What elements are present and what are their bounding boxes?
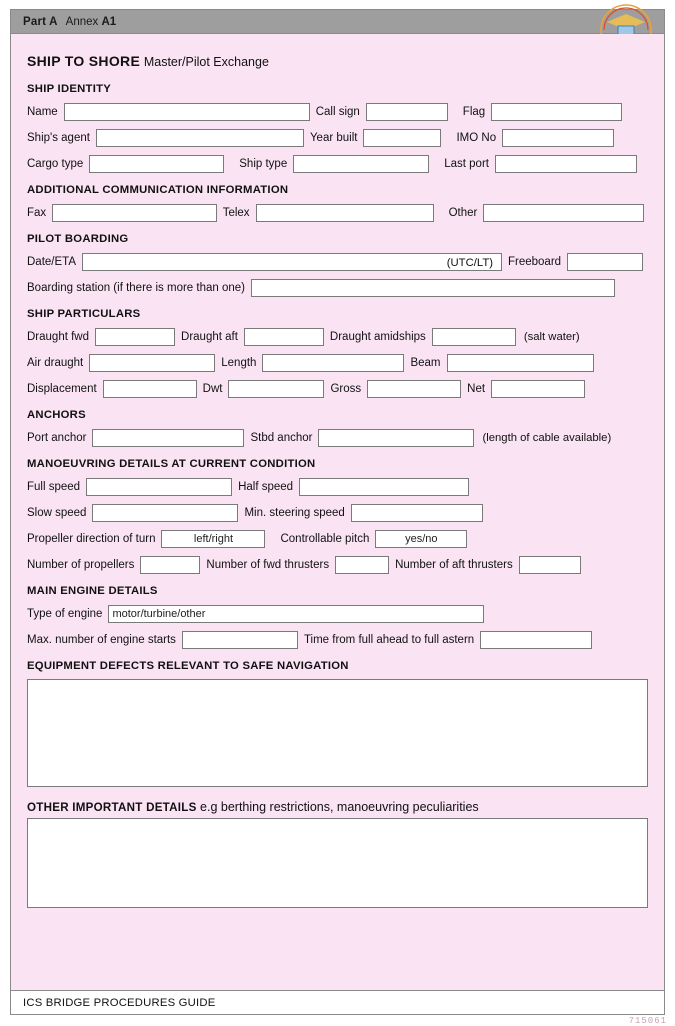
- label-fax: Fax: [27, 206, 47, 219]
- label-telex: Telex: [222, 206, 250, 219]
- input-max-engine-starts[interactable]: [182, 631, 298, 649]
- label-propeller-direction: Propeller direction of turn: [27, 532, 156, 545]
- label-draught-aft: Draught aft: [181, 330, 238, 343]
- other-details-subtitle: e.g berthing restrictions, manoeuvring peculiarities: [200, 800, 479, 814]
- label-half-speed: Half speed: [238, 480, 294, 493]
- note-cable-available: (length of cable available): [482, 431, 612, 444]
- form-body: [11, 34, 664, 992]
- annex-number: A1: [101, 15, 117, 28]
- input-fax[interactable]: [52, 204, 217, 222]
- label-type-of-engine: Type of engine: [27, 607, 103, 620]
- label-air-draught: Air draught: [27, 356, 84, 369]
- label-beam: Beam: [410, 356, 441, 369]
- label-ship-type: Ship type: [239, 157, 288, 170]
- row-type-of-engine: [27, 604, 650, 623]
- input-stbd-anchor[interactable]: [318, 429, 474, 447]
- annex-label: [66, 16, 117, 28]
- input-name[interactable]: [64, 103, 310, 121]
- label-draught-amidships: Draught amidships: [329, 330, 426, 343]
- page-header: [11, 10, 664, 34]
- input-beam[interactable]: [447, 354, 594, 372]
- row-fax-telex-other: [27, 203, 650, 222]
- input-air-draught[interactable]: [89, 354, 215, 372]
- label-slow-speed: Slow speed: [27, 506, 87, 519]
- label-controllable-pitch: Controllable pitch: [280, 532, 370, 545]
- label-length: Length: [221, 356, 257, 369]
- row-date-eta-freeboard: [27, 252, 650, 271]
- input-controllable-pitch[interactable]: yes/no: [375, 530, 467, 548]
- label-name: Name: [27, 105, 58, 118]
- input-year-built[interactable]: [363, 129, 441, 147]
- input-propeller-direction[interactable]: left/right: [161, 530, 265, 548]
- row-propeller-pitch: [27, 529, 650, 548]
- row-cargo-shiptype-lastport: [27, 154, 650, 173]
- input-boarding-station[interactable]: [251, 279, 615, 297]
- label-ships-agent: Ship's agent: [27, 131, 90, 144]
- form-page: [10, 9, 665, 1015]
- label-date-eta: Date/ETA: [27, 255, 76, 268]
- part-label: Part A: [23, 15, 58, 28]
- input-min-steering-speed[interactable]: [351, 504, 483, 522]
- input-slow-speed[interactable]: [92, 504, 238, 522]
- label-freeboard: Freeboard: [508, 255, 562, 268]
- input-aft-thrusters[interactable]: [519, 556, 581, 574]
- input-equipment-defects[interactable]: [27, 679, 648, 787]
- label-port-anchor: Port anchor: [27, 431, 87, 444]
- label-net: Net: [467, 382, 486, 395]
- label-aft-thrusters: Number of aft thrusters: [395, 558, 513, 571]
- page-title-sub: Master/Pilot Exchange: [143, 55, 269, 69]
- label-year-built: Year built: [309, 131, 358, 144]
- label-boarding-station: Boarding station (if there is more than one): [27, 281, 245, 294]
- input-fwd-thrusters[interactable]: [335, 556, 389, 574]
- input-last-port[interactable]: [495, 155, 637, 173]
- input-net[interactable]: [491, 380, 585, 398]
- other-details-title: OTHER IMPORTANT DETAILS: [27, 801, 197, 814]
- label-call-sign: Call sign: [315, 105, 360, 118]
- label-utc-lt: (UTC/LT): [446, 256, 493, 269]
- stamp-number: 715061: [628, 1016, 667, 1026]
- label-last-port: Last port: [444, 157, 489, 170]
- section-main-engine-heading: MAIN ENGINE DETAILS: [27, 585, 158, 597]
- input-imo-no[interactable]: [502, 129, 614, 147]
- input-length[interactable]: [262, 354, 404, 372]
- input-ship-type[interactable]: [293, 155, 429, 173]
- input-ships-agent[interactable]: [96, 129, 304, 147]
- row-displacement-dwt-gross-net: [27, 379, 650, 398]
- annex-prefix: Annex: [65, 15, 99, 28]
- input-displacement[interactable]: [103, 380, 197, 398]
- row-slow-minsteering: [27, 503, 650, 522]
- input-draught-amidships[interactable]: [432, 328, 516, 346]
- input-half-speed[interactable]: [299, 478, 469, 496]
- label-draught-fwd: Draught fwd: [27, 330, 90, 343]
- section-pilot-boarding-heading: PILOT BOARDING: [27, 233, 129, 245]
- section-equipment-defects-heading: EQUIPMENT DEFECTS RELEVANT TO SAFE NAVIGATION: [27, 660, 349, 672]
- label-displacement: Displacement: [27, 382, 97, 395]
- row-airdraught-length-beam: [27, 353, 650, 372]
- section-additional-communication-heading: ADDITIONAL COMMUNICATION INFORMATION: [27, 184, 289, 196]
- label-stbd-anchor: Stbd anchor: [250, 431, 313, 444]
- row-agent-year-imo: [27, 128, 650, 147]
- input-dwt[interactable]: [228, 380, 324, 398]
- row-boarding-station: [27, 278, 650, 297]
- input-number-of-propellers[interactable]: [140, 556, 200, 574]
- section-anchors-heading: ANCHORS: [27, 409, 86, 421]
- row-draughts: [27, 327, 650, 346]
- input-gross[interactable]: [367, 380, 461, 398]
- label-cargo-type: Cargo type: [27, 157, 84, 170]
- input-other-details[interactable]: [27, 818, 648, 908]
- row-engine-starts-time: [27, 630, 650, 649]
- label-min-steering-speed: Min. steering speed: [244, 506, 345, 519]
- label-fwd-thrusters: Number of fwd thrusters: [206, 558, 330, 571]
- row-propellers-thrusters: [27, 555, 650, 574]
- input-other[interactable]: [483, 204, 644, 222]
- footer-text: ICS BRIDGE PROCEDURES GUIDE: [23, 996, 216, 1009]
- section-other-details-heading: [27, 800, 650, 814]
- input-port-anchor[interactable]: [92, 429, 244, 447]
- page-title: [27, 53, 650, 69]
- label-flag: Flag: [462, 105, 486, 118]
- page-footer: [11, 990, 664, 1014]
- input-freeboard[interactable]: [567, 253, 643, 271]
- label-imo-no: IMO No: [456, 131, 497, 144]
- label-gross: Gross: [330, 382, 362, 395]
- row-name-callsign-flag: [27, 102, 650, 121]
- input-flag[interactable]: [491, 103, 622, 121]
- label-dwt: Dwt: [202, 382, 223, 395]
- page-title-main: SHIP TO SHORE: [27, 53, 141, 69]
- note-salt-water: (salt water): [523, 330, 580, 343]
- input-time-full-ahead[interactable]: [480, 631, 592, 649]
- row-anchors: [27, 428, 650, 447]
- row-full-half-speed: [27, 477, 650, 496]
- section-ship-particulars-heading: SHIP PARTICULARS: [27, 308, 141, 320]
- section-manoeuvring-heading: MANOEUVRING DETAILS AT CURRENT CONDITION: [27, 458, 316, 470]
- label-number-of-propellers: Number of propellers: [27, 558, 135, 571]
- input-call-sign[interactable]: [366, 103, 448, 121]
- input-type-of-engine[interactable]: motor/turbine/other: [108, 605, 484, 623]
- label-full-speed: Full speed: [27, 480, 81, 493]
- input-cargo-type[interactable]: [89, 155, 224, 173]
- label-time-full-ahead: Time from full ahead to full astern: [303, 633, 475, 646]
- input-draught-aft[interactable]: [244, 328, 324, 346]
- label-other: Other: [448, 206, 478, 219]
- input-draught-fwd[interactable]: [95, 328, 175, 346]
- label-max-engine-starts: Max. number of engine starts: [27, 633, 176, 646]
- input-telex[interactable]: [256, 204, 434, 222]
- input-full-speed[interactable]: [86, 478, 232, 496]
- section-ship-identity-heading: SHIP IDENTITY: [27, 83, 112, 95]
- input-date-eta[interactable]: [82, 253, 502, 271]
